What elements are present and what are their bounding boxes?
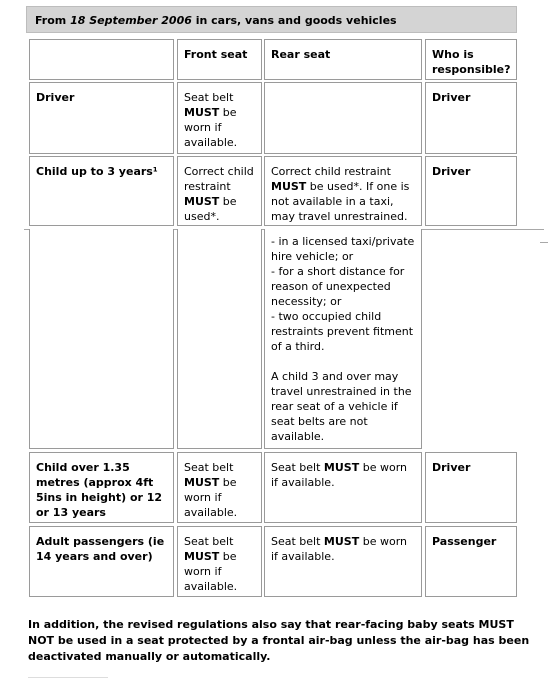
header-front-seat: Front seat: [177, 39, 262, 80]
header-rear-seat: Rear seat: [264, 39, 422, 80]
child135-rear-seat-cell: Seat belt MUST be worn if available.: [264, 452, 422, 523]
row-label-driver: Driver: [29, 82, 174, 154]
adult-who-cell: Passenger: [425, 526, 517, 597]
child3-who-cell: Driver: [425, 156, 517, 226]
row-label-child-up-to-3: Child up to 3 years¹: [29, 156, 174, 226]
row-label-adult-passengers: Adult passengers (ie 14 years and over): [29, 526, 174, 597]
row-label-child-over-135: Child over 1.35 metres (approx 4ft 5ins in height) or 12 or 13 years: [29, 452, 174, 523]
child3-rear-seat-continuation: [264, 229, 422, 449]
continuation-empty-label-cell: [29, 229, 174, 449]
airbag-footnote: In addition, the revised regulations also say that rear-facing baby seats MUST NOT be used in a seat protected by a frontal air-bag unless the air-bag has been deactivated manually or automatically.: [28, 618, 530, 663]
header-who-responsible: Who is responsible?: [425, 39, 517, 80]
continuation-front-seat-cell: [177, 229, 262, 449]
driver-who-cell: Driver: [425, 82, 517, 154]
caption-date: 18 September 2006: [70, 14, 192, 27]
adult-rear-seat-cell: Seat belt MUST be worn if available.: [264, 526, 422, 597]
table-caption: From 18 September 2006 in cars, vans and goods vehicles: [26, 6, 517, 33]
header-empty-cell: [29, 39, 174, 80]
driver-rear-seat-cell: [264, 82, 422, 154]
child135-who-cell: Driver: [425, 452, 517, 523]
child3-front-seat-cell: Correct child restraint MUST be used*.: [177, 156, 262, 226]
child3-over-note: A child 3 and over may travel unrestrained in the rear seat of a vehicle if seat belts are not available.: [271, 370, 412, 443]
taxi-exceptions-list: - in a licensed taxi/private hire vehicle; or - for a short distance for reason of unexpected necessity; or - two occupied child restraints prevent fitment of a third.: [271, 235, 415, 353]
footer-fade-line: [28, 677, 108, 678]
driver-front-seat-cell: Seat belt MUST be worn if available.: [177, 82, 262, 154]
child135-front-seat-cell: Seat belt MUST be worn if available.: [177, 452, 262, 523]
page-break-tick: [540, 242, 548, 243]
adult-front-seat-cell: Seat belt MUST be worn if available.: [177, 526, 262, 597]
child3-rear-seat-cell: Correct child restraint MUST be used*. If one is not available in a taxi, may travel unrestrained.: [264, 156, 422, 226]
